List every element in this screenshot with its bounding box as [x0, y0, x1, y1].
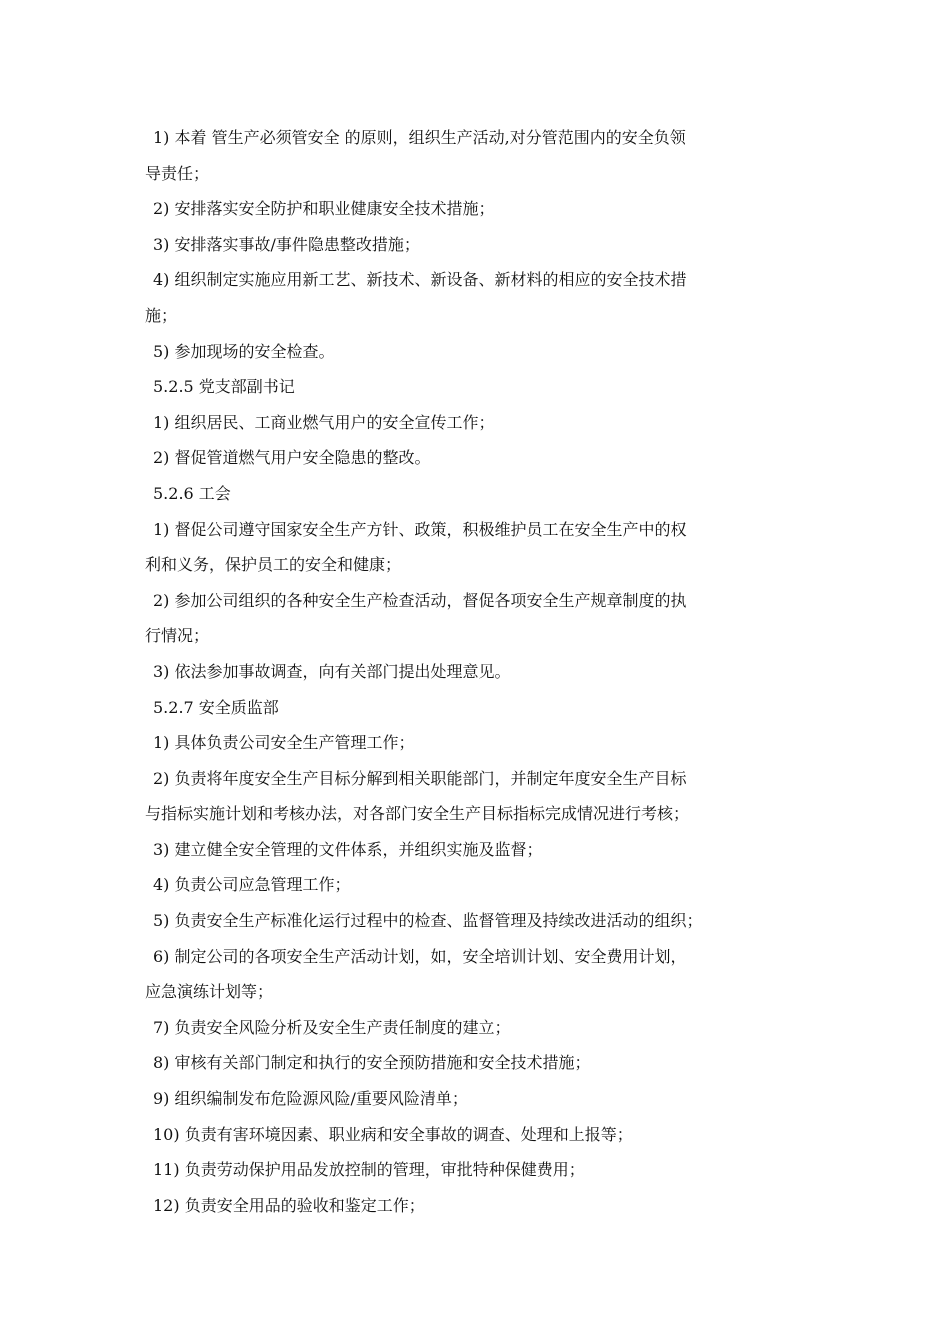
text-line: 与指标实施计划和考核办法，对各部门安全生产目标指标完成情况进行考核；	[145, 804, 690, 824]
text-line: 1) 本着 管生产必须管安全 的原则，组织生产活动,对分管范围内的安全负领	[153, 128, 686, 147]
text-line: 12) 负责安全用品的验收和鉴定工作；	[153, 1195, 425, 1215]
text-line: 2) 负责将年度安全生产目标分解到相关职能部门，并制定年度安全生产目标	[153, 768, 687, 788]
text-line: 3) 安排落实事故/事件隐患整改措施；	[153, 234, 420, 254]
text-line: 6) 制定公司的各项安全生产活动计划，如，安全培训计划、安全费用计划，	[153, 946, 687, 966]
text-line: 3) 建立健全安全管理的文件体系，并组织实施及监督；	[153, 839, 543, 859]
text-line: 5.2.7 安全质监部	[153, 697, 279, 717]
text-line: 施；	[145, 305, 178, 325]
text-line: 5) 参加现场的安全检查。	[153, 341, 335, 361]
text-line: 2) 安排落实安全防护和职业健康安全技术措施；	[153, 199, 495, 219]
text-line: 5) 负责安全生产标准化运行过程中的检查、监督管理及持续改进活动的组织；	[153, 911, 703, 931]
text-line: 行情况；	[145, 626, 210, 646]
text-line: 利和义务，保护员工的安全和健康；	[145, 555, 402, 575]
text-line: 11) 负责劳动保护用品发放控制的管理，审批特种保健费用；	[153, 1160, 585, 1180]
text-line: 10) 负责有害环境因素、职业病和安全事故的调查、处理和上报等；	[153, 1124, 633, 1144]
document-body	[145, 120, 810, 1223]
text-line: 5.2.5 党支部副书记	[153, 377, 295, 397]
text-line: 9) 组织编制发布危险源风险/重要风险清单；	[153, 1089, 468, 1109]
text-line: 4) 组织制定实施应用新工艺、新技术、新设备、新材料的相应的安全技术措	[153, 270, 687, 290]
text-line: 2) 参加公司组织的各种安全生产检查活动，督促各项安全生产规章制度的执	[153, 590, 687, 610]
text-line: 4) 负责公司应急管理工作；	[153, 875, 351, 895]
text-line: 7) 负责安全风险分析及安全生产责任制度的建立；	[153, 1017, 511, 1037]
text-line: 1) 组织居民、工商业燃气用户的安全宣传工作；	[153, 412, 495, 432]
text-line: 1) 督促公司遵守国家安全生产方针、政策，积极维护员工在安全生产中的权	[153, 519, 687, 539]
text-line: 导责任；	[145, 163, 210, 183]
text-line: 5.2.6 工会	[153, 483, 231, 503]
text-line: 8) 审核有关部门制定和执行的安全预防措施和安全技术措施；	[153, 1053, 591, 1073]
text-line: 3) 依法参加事故调查，向有关部门提出处理意见。	[153, 661, 511, 681]
text-line: 应急演练计划等；	[145, 982, 274, 1002]
text-line: 2) 督促管道燃气用户安全隐患的整改。	[153, 448, 431, 468]
text-line: 1) 具体负责公司安全生产管理工作；	[153, 733, 415, 753]
